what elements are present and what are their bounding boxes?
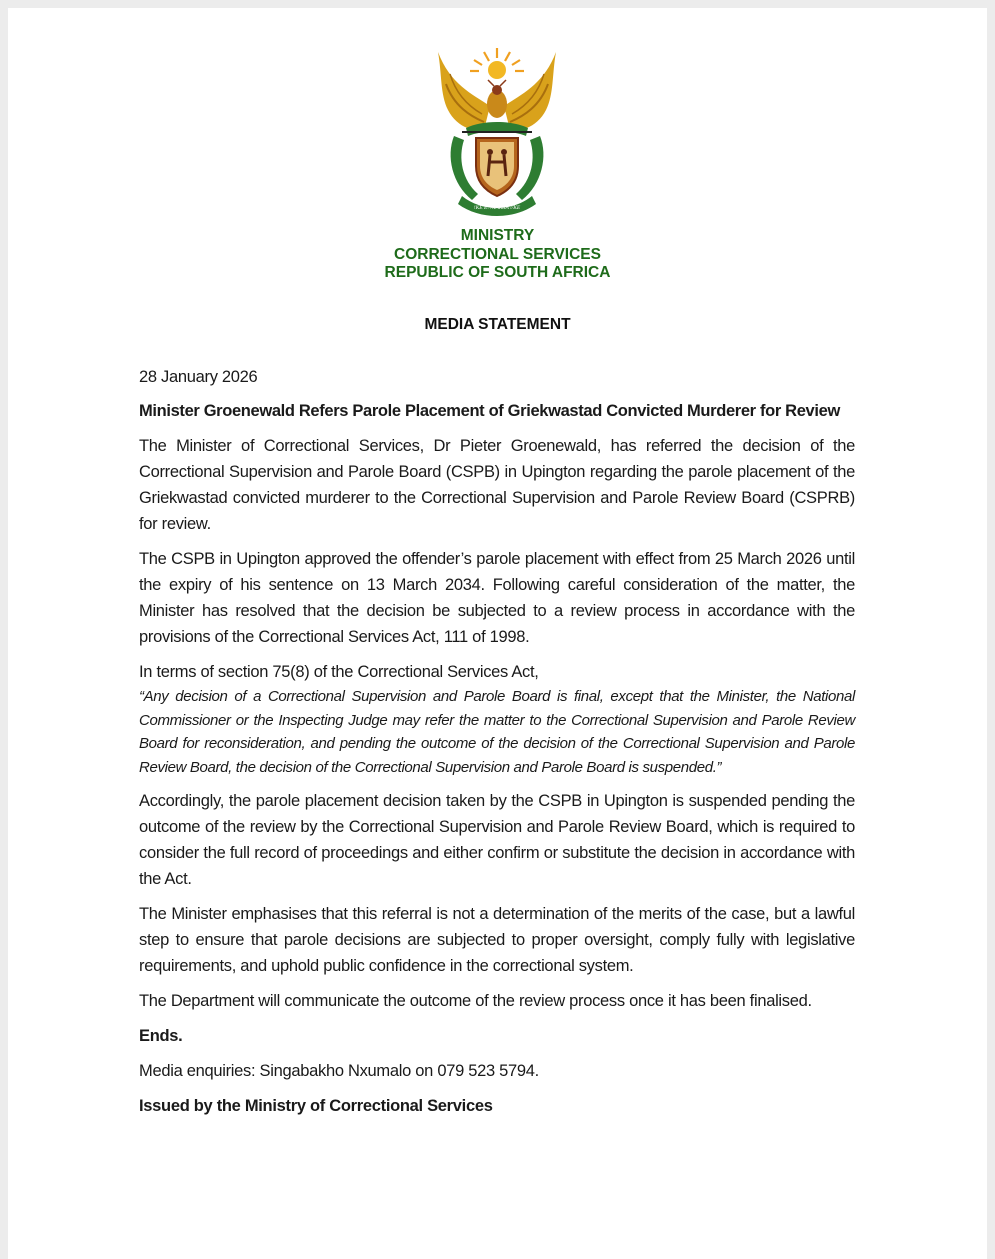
paragraph-oversight: The Minister emphasises that this referral is not a determination of the merits of the case, but a lawful step to ensure that parole decisions are subjected to proper oversight, comply fully with legislative requirements, and uphold public confidence in the correctional system. — [139, 905, 855, 975]
shield-icon — [476, 138, 518, 196]
statement-date: 28 January 2026 — [139, 368, 258, 386]
paragraph-approval: The CSPB in Upington approved the offender’s parole placement with effect from 25 March 2026 until the expiry of his sentence on 13 March 2034. Following careful consideration of the matter, the Minister has resolved that the decision be subjected to a review process in accordance with the provisions of the Correctional Services Act, 111 of 1998. — [139, 550, 855, 646]
paragraph-communication: The Department will communicate the outcome of the review process once it has been finalised. — [139, 992, 812, 1010]
secretary-bird-icon — [487, 80, 507, 118]
sun-icon — [470, 48, 524, 79]
issued-by: Issued by the Ministry of Correctional Services — [139, 1097, 493, 1115]
ministry-country-line: REPUBLIC OF SOUTH AFRICA — [384, 264, 611, 281]
media-enquiries: Media enquiries: Singabakho Nxumalo on 079 523 5794. — [139, 1062, 539, 1080]
statement-body — [139, 364, 855, 1128]
ministry-heading — [0, 227, 995, 283]
ministry-line: MINISTRY — [460, 227, 535, 244]
ends-marker: Ends. — [139, 1027, 183, 1045]
paragraph-act-quote: “Any decision of a Correctional Supervision and Parole Board is final, except that the Minister, the National Commissioner or the Inspecting Judge may refer the matter to the Correctional Supervision and Parole Review Board for reconsideration, and pending the outcome of the decision of the Correctional Supervision and Parole Review Board, the decision of the Correctional Supervision and Parole Board is suspended.” — [139, 688, 855, 776]
statement-headline: Minister Groenewald Refers Parole Placement of Griekwastad Convicted Murderer for Review — [139, 402, 840, 420]
crest-motto: !KE E: /XARRA //KE — [473, 205, 521, 211]
coat-of-arms-logo — [432, 44, 562, 216]
paragraph-section-intro: In terms of section 75(8) of the Correctional Services Act, — [139, 663, 539, 681]
paragraph-referral: The Minister of Correctional Services, Dr Pieter Groenewald, has referred the decision of the Correctional Supervision and Parole Board (CSPB) in Upington regarding the parole placement of the Griekwastad convicted murderer to the Correctional Supervision and Parole Review Board (CSPRB) for review. — [139, 437, 855, 533]
paragraph-suspension: Accordingly, the parole placement decision taken by the CSPB in Upington is suspended pending the outcome of the review by the Correctional Supervision and Parole Review Board, which is required to consider the full record of proceedings and either confirm or substitute the decision in accordance with the Act. — [139, 792, 855, 888]
ministry-department-line: CORRECTIONAL SERVICES — [394, 245, 601, 263]
statement-title: MEDIA STATEMENT — [424, 316, 571, 333]
